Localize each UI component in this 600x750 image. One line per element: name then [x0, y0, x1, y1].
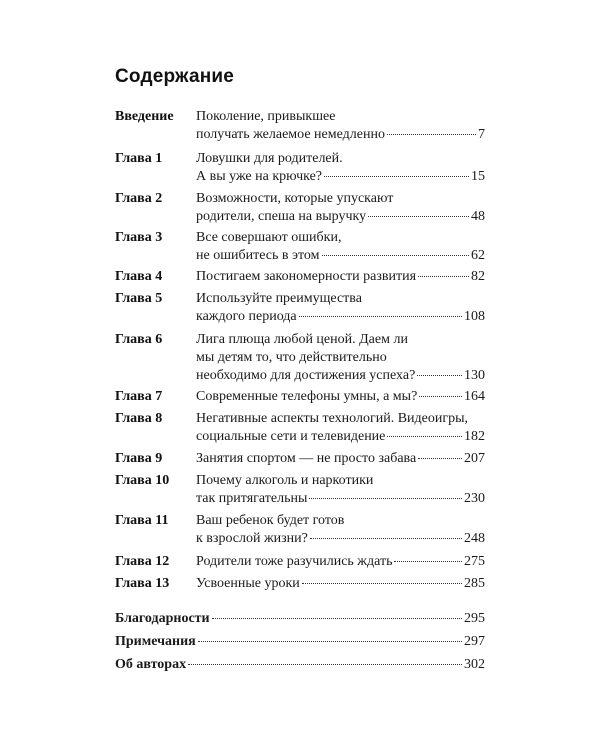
dot-leader: [310, 538, 462, 539]
toc-entry-title: [196, 150, 485, 186]
toc-entry-title: [196, 512, 485, 548]
toc-page-number: 297: [464, 634, 485, 649]
dot-leader: [387, 134, 476, 135]
toc-entry-title: [196, 472, 485, 508]
toc-entry-label: Глава 3: [115, 230, 163, 245]
toc-page-number: 182: [464, 429, 485, 444]
toc-page-number: 82: [471, 269, 485, 284]
toc-page-number: 302: [464, 657, 485, 672]
toc-entry-label: Глава 9: [115, 451, 163, 466]
toc-entry-title: [196, 229, 485, 265]
dot-leader: [309, 498, 462, 499]
toc-entry-label: Введение: [115, 109, 174, 124]
toc-back-matter-label: Благодарности: [115, 611, 210, 626]
toc-entry-label: Глава 4: [115, 269, 163, 284]
toc-entry-label: Глава 8: [115, 411, 163, 426]
toc-entry-label: Глава 6: [115, 332, 163, 347]
dot-leader: [418, 276, 469, 277]
toc-entry-title-line: Ловушки для родителей.: [196, 151, 343, 166]
toc-entry-title: [196, 190, 485, 226]
toc-page-number: 275: [464, 554, 485, 569]
toc-entry-title-line: Негативные аспекты технологий. Видеоигры,: [196, 411, 469, 426]
toc-entry-title-line: Лига плюща любой ценой. Даем ли: [196, 332, 408, 347]
dot-leader: [387, 436, 462, 437]
dot-leader: [368, 216, 469, 217]
toc-page-number: 230: [464, 491, 485, 506]
toc-entry-title: [196, 410, 485, 446]
toc-entry-label: Глава 10: [115, 473, 170, 488]
toc-page-number: 62: [471, 248, 485, 263]
toc-entry-label: Глава 12: [115, 554, 170, 569]
toc-back-matter-label: Об авторах: [115, 657, 187, 672]
toc-entry-title-line: Современные телефоны умны, а мы?: [196, 389, 418, 404]
toc-entry-title-line: родители, спеша на выручку: [196, 209, 367, 224]
dot-leader: [394, 561, 462, 562]
toc-entry-title-line: Все совершают ошибки,: [196, 230, 342, 245]
toc-back-matter-entry[interactable]: [115, 656, 485, 674]
toc-entry-title-line: так притягательны: [196, 491, 308, 506]
toc-entry-title-line: мы детям то, что действительно: [196, 350, 387, 365]
toc-entry-title: [196, 331, 485, 385]
toc-entry-title: [196, 268, 485, 286]
toc-entry-label: Глава 5: [115, 291, 163, 306]
toc-entry-title-line: к взрослой жизни?: [196, 531, 308, 546]
toc-entry-label: Глава 11: [115, 513, 169, 528]
dot-leader: [322, 255, 469, 256]
toc-entry-title: [196, 108, 485, 144]
toc-entry-title-line: Постигаем закономерности развития: [196, 269, 417, 284]
toc-entry-title-line: Родители тоже разучились ждать: [196, 554, 393, 569]
toc-page-number: 108: [464, 309, 485, 324]
toc-page-number: 48: [471, 209, 485, 224]
page-title: Содержание: [115, 66, 235, 87]
toc-entry-label: Глава 7: [115, 389, 163, 404]
toc-entry-title: [196, 290, 485, 326]
toc-page-number: 285: [464, 576, 485, 591]
dot-leader: [212, 618, 462, 619]
dot-leader: [419, 396, 462, 397]
toc-page-number: 207: [464, 451, 485, 466]
toc-entry-title: [196, 450, 485, 468]
toc-page-number: 15: [471, 169, 485, 184]
toc-entry-title: [196, 575, 485, 593]
toc-entry-title-line: каждого периода: [196, 309, 297, 324]
toc-entry-title-line: Почему алкоголь и наркотики: [196, 473, 374, 488]
toc-page-number: 130: [464, 368, 485, 383]
dot-leader: [324, 176, 469, 177]
dot-leader: [299, 316, 462, 317]
toc-entry-title-line: получать желаемое немедленно: [196, 127, 385, 142]
toc-entry-title-line: Возможности, которые упускают: [196, 191, 394, 206]
toc-entry-title-line: Усвоенные уроки: [196, 576, 300, 591]
toc-back-matter-label: Примечания: [115, 634, 196, 649]
toc-back-matter-entry[interactable]: [115, 633, 485, 651]
toc-entry-title-line: Занятия спортом — не просто забава: [196, 451, 417, 466]
toc-entry-title-line: социальные сети и телевидение: [196, 429, 386, 444]
toc-entry-title-line: необходимо для достижения успеха?: [196, 368, 416, 383]
toc-page-number: 164: [464, 389, 485, 404]
toc-entry-title: [196, 553, 485, 571]
dot-leader: [302, 583, 462, 584]
dot-leader: [198, 641, 462, 642]
toc-page-number: 7: [478, 127, 485, 142]
toc-entry-label: Глава 2: [115, 191, 163, 206]
toc-page-number: 295: [464, 611, 485, 626]
toc-entry-title-line: Поколение, привыкшее: [196, 109, 336, 124]
toc-entry-label: Глава 1: [115, 151, 163, 166]
dot-leader: [188, 664, 462, 665]
toc-entry-title: [196, 388, 485, 406]
dot-leader: [417, 375, 462, 376]
dot-leader: [418, 458, 462, 459]
toc-entry-label: Глава 13: [115, 576, 170, 591]
toc-entry-title-line: Ваш ребенок будет готов: [196, 513, 345, 528]
toc-entry-title-line: А вы уже на крючке?: [196, 169, 322, 184]
toc-entry-title-line: не ошибитесь в этом: [196, 248, 320, 263]
toc-entry-title-line: Используйте преимущества: [196, 291, 362, 306]
toc-page-number: 248: [464, 531, 485, 546]
toc-back-matter-entry[interactable]: [115, 610, 485, 628]
